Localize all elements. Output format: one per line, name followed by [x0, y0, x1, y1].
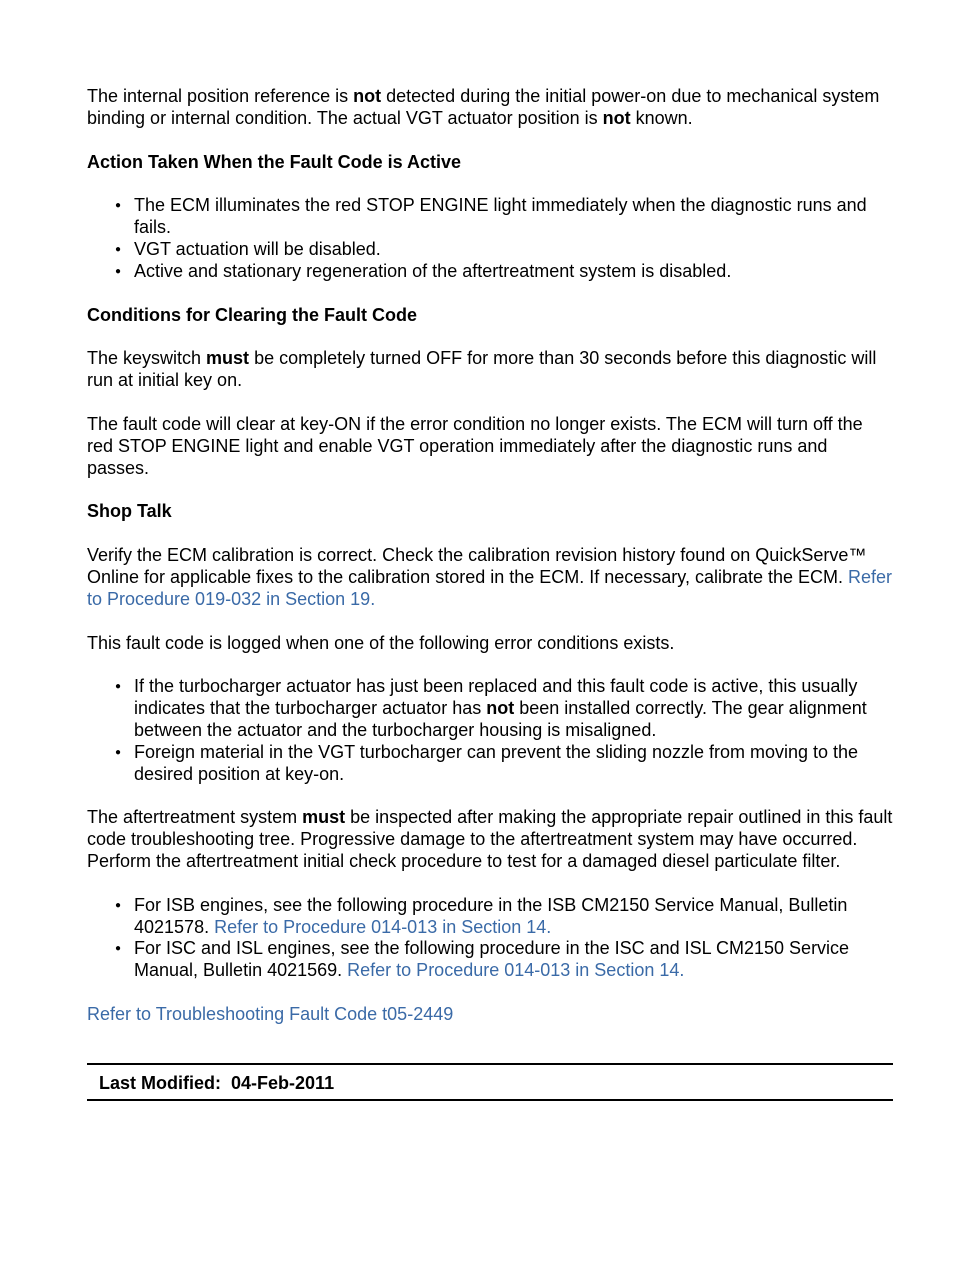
- shop-talk-paragraph-3: [87, 807, 893, 872]
- list-item: [134, 895, 893, 939]
- troubleshooting-paragraph: [87, 1004, 893, 1026]
- list-item: ● Active and stationary regeneration of the aftertreatment system is disabled.: [134, 261, 893, 283]
- clearing-heading: Conditions for Clearing the Fault Code: [87, 304, 417, 325]
- last-modified-footer: [87, 1063, 893, 1101]
- clearing-paragraph-2: The fault code will clear at key-ON if the error condition no longer exists. The ECM will turn off the red STOP ENGINE light and enable VGT operation immediately after the diagnostic runs and passes.: [87, 413, 863, 478]
- intro-text: The internal position reference is: [87, 86, 354, 106]
- procedure-019-032-link[interactable]: Refer to Procedure 019-032 in Section 19.: [87, 566, 893, 609]
- paragraph-text: The aftertreatment system: [87, 807, 303, 828]
- intro-paragraph: [87, 86, 893, 130]
- error-conditions-list: [87, 676, 893, 785]
- intro-emphasis: not: [602, 107, 631, 128]
- paragraph-emphasis: must: [206, 348, 250, 369]
- shop-talk-paragraph-2: This fault code is logged when one of the following error conditions exists.: [87, 632, 675, 653]
- paragraph-text: be inspected after making the appropriate repair outlined in this fault code troubleshooting tree. Progressive damage to the aftertreatment system may have occurred. Perform the aftertreatment initial check procedure to test for a damaged diesel particulate filter.: [87, 807, 893, 871]
- shop-talk-paragraph-1: [87, 545, 893, 610]
- list-item: ● VGT actuation will be disabled.: [134, 239, 893, 261]
- list-item: [134, 938, 893, 982]
- procedures-list: [87, 895, 893, 982]
- list-item-emphasis: not: [486, 698, 515, 719]
- list-item-text: been installed correctly. The gear alignment between the actuator and the turbocharger housing is misaligned.: [134, 698, 867, 740]
- list-item-text: For ISB engines, see the following procedure in the ISB CM2150 Service Manual, Bulletin 4021578.: [134, 894, 848, 937]
- shop-talk-heading: Shop Talk: [87, 501, 172, 522]
- intro-text: known.: [630, 107, 693, 128]
- paragraph-emphasis: must: [302, 807, 346, 828]
- action-list: [87, 195, 893, 282]
- list-item-text: For ISC and ISL engines, see the following procedure in the ISC and ISL CM2150 Service Manual, Bulletin 4021569.: [134, 938, 850, 981]
- intro-emphasis: not: [353, 86, 382, 106]
- action-heading: Action Taken When the Fault Code is Active: [87, 151, 462, 172]
- paragraph-text: Verify the ECM calibration is correct. Check the calibration revision history found on QuickServe™ Online for applicable fixes to the calibration stored in the ECM. If necessary, calibrate the ECM.: [87, 545, 867, 587]
- paragraph-text: be completely turned OFF for more than 30 seconds before this diagnostic will run at initial key on.: [87, 348, 877, 391]
- paragraph-text: The keyswitch: [87, 348, 207, 369]
- procedure-014-013-link-isb[interactable]: Refer to Procedure 014-013 in Section 14.: [214, 916, 552, 937]
- document-body: [87, 86, 893, 1048]
- procedure-014-013-link-isc-isl[interactable]: Refer to Procedure 014-013 in Section 14.: [347, 960, 685, 981]
- last-modified-label: Last Modified:: [99, 1073, 221, 1093]
- intro-text: detected during the initial power-on due to mechanical system binding or internal condition. The actual VGT actuator position is: [87, 86, 880, 128]
- clearing-paragraph-1: [87, 348, 893, 392]
- list-item-text: If the turbocharger actuator has just been replaced and this fault code is active, this usually indicates that the turbocharger actuator has: [134, 676, 858, 719]
- last-modified-date: 04-Feb-2011: [231, 1073, 335, 1093]
- last-modified-text: [99, 1073, 334, 1093]
- list-item: ● The ECM illuminates the red STOP ENGINE light immediately when the diagnostic runs and fails.: [134, 195, 893, 239]
- list-item: [134, 676, 893, 741]
- list-item: ● Foreign material in the VGT turbocharger can prevent the sliding nozzle from moving to the desired position at key-on.: [134, 742, 893, 786]
- troubleshooting-fault-code-link[interactable]: Refer to Troubleshooting Fault Code t05-2449: [87, 1003, 454, 1024]
